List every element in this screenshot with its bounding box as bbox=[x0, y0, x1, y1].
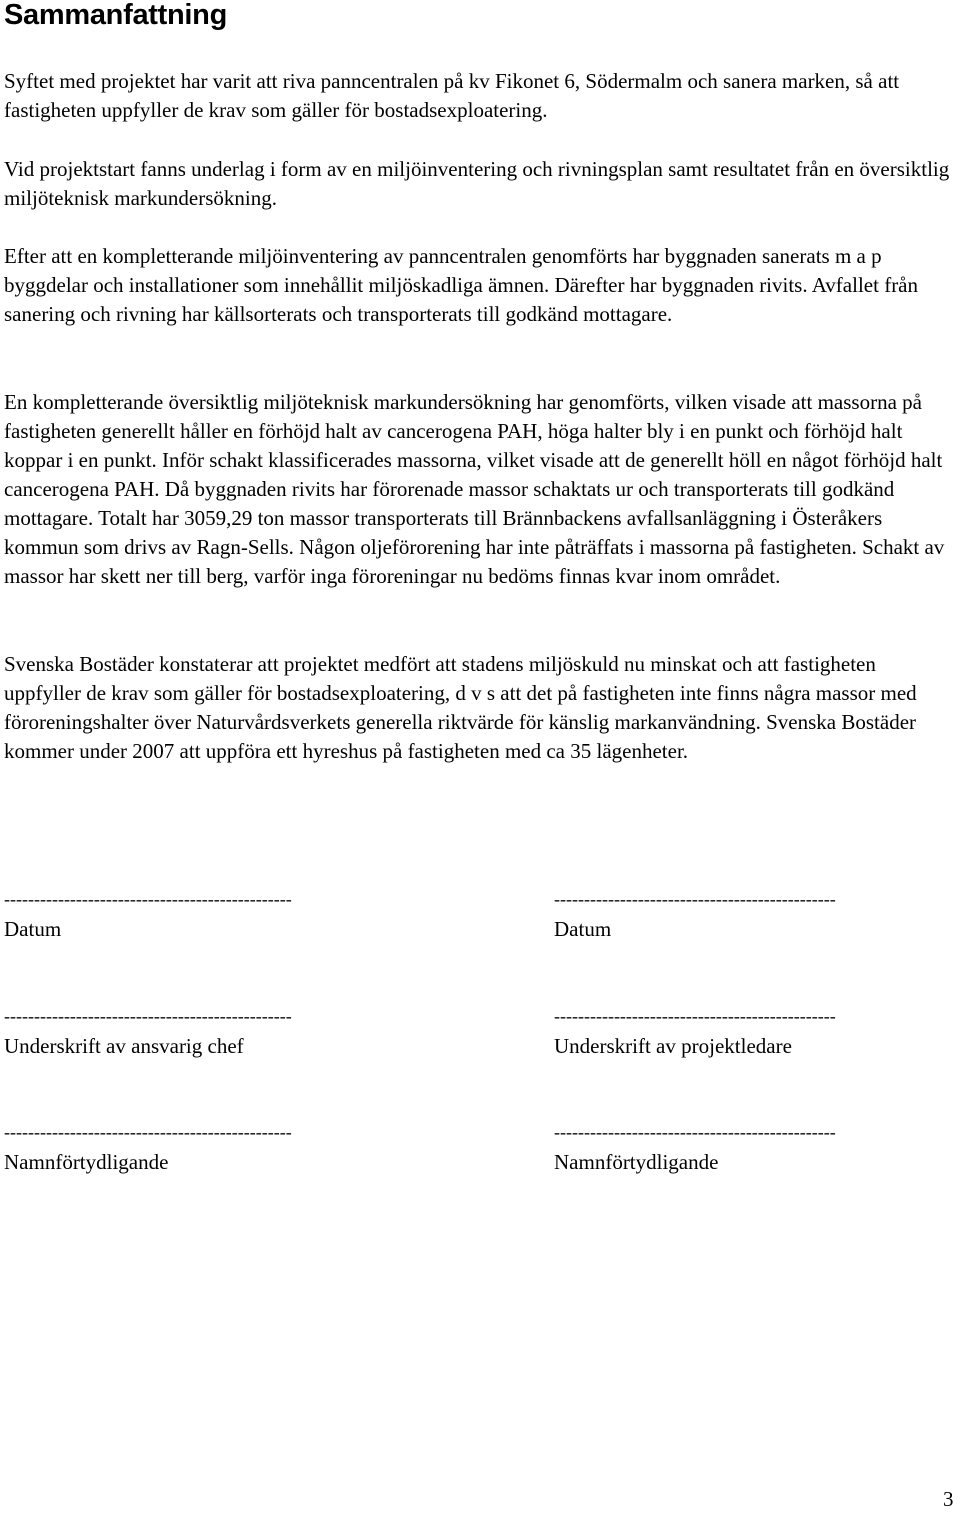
signature-line: ------------------------------------------------ bbox=[4, 889, 292, 909]
signature-projectleader-right bbox=[554, 1006, 960, 1061]
signature-line: ----------------------------------------------- bbox=[554, 1122, 836, 1142]
signature-name-right bbox=[554, 1122, 960, 1177]
signature-label: Underskrift av projektledare bbox=[554, 1034, 792, 1058]
signature-line: ------------------------------------------------ bbox=[4, 1122, 292, 1142]
paragraph-soil-investigation: En kompletterande översiktlig miljöteknisk markundersökning har genomförts, vilken visade att massorna på fastigheten generellt håller en förhöjd halt av cancerogena PAH, höga halter bly i en punkt och förhöjd halt koppar i en punkt. Inför schakt klassificerades massorna, vilket visade att de generellt höll en något förhöjd halt cancerogena PAH. Då byggnaden rivits har förorenade massor schaktats ur och transporterats till godkänd mottagare. Totalt har 3059,29 ton massor transporterats till Brännbackens avfallsanläggning i Österåkers kommun som drivs av Ragn-Sells. Någon oljeförorening har inte påträffats i massorna på fastigheten. Schakt av massor har skett ner till berg, varför inga föroreningar nu bedöms finnas kvar inom området. bbox=[4, 390, 945, 588]
paragraph-demolition: Efter att en kompletterande miljöinventering av panncentralen genomförts har byggnaden sanerats m a p byggdelar och installationer som innehållit miljöskadliga ämnen. Därefter har byggnaden rivits. Avfallet från sanering och rivning har källsorterats och transporterats till godkänd mottagare. bbox=[4, 244, 919, 326]
signature-line: ----------------------------------------------- bbox=[554, 1006, 836, 1026]
paragraph-conclusion: Svenska Bostäder konstaterar att projektet medfört att stadens miljöskuld nu minskat och att fastigheten uppfyller de krav som gäller för bostadsexploatering, d v s att det på fastigheten inte finns några massor med föroreningshalter över Naturvårdsverkets generella riktvärde för känslig markanvändning. Svenska Bostäder kommer under 2007 att uppföra ett hyreshus på fastigheten med ca 35 lägenheter. bbox=[4, 652, 917, 763]
signature-name-left bbox=[4, 1122, 424, 1177]
date-label: Datum bbox=[4, 917, 62, 941]
signature-date-left bbox=[4, 889, 424, 944]
page-number: 3 bbox=[943, 1487, 954, 1511]
signature-chief-left bbox=[4, 1006, 424, 1061]
page-title: Sammanfattning bbox=[4, 0, 227, 31]
date-label: Datum bbox=[554, 917, 612, 941]
name-label: Namnförtydligande bbox=[4, 1150, 169, 1174]
signature-line: ----------------------------------------------- bbox=[554, 889, 836, 909]
name-label: Namnförtydligande bbox=[554, 1150, 719, 1174]
paragraph-project-start: Vid projektstart fanns underlag i form av en miljöinventering och rivningsplan samt resultatet från en översiktlig miljöteknisk markundersökning. bbox=[4, 157, 950, 210]
signature-label: Underskrift av ansvarig chef bbox=[4, 1034, 244, 1058]
paragraph-purpose: Syftet med projektet har varit att riva panncentralen på kv Fikonet 6, Södermalm och sanera marken, så att fastigheten uppfyller de krav som gäller för bostadsexploatering. bbox=[4, 69, 900, 122]
signature-line: ------------------------------------------------ bbox=[4, 1006, 292, 1026]
signature-date-right bbox=[554, 889, 960, 944]
